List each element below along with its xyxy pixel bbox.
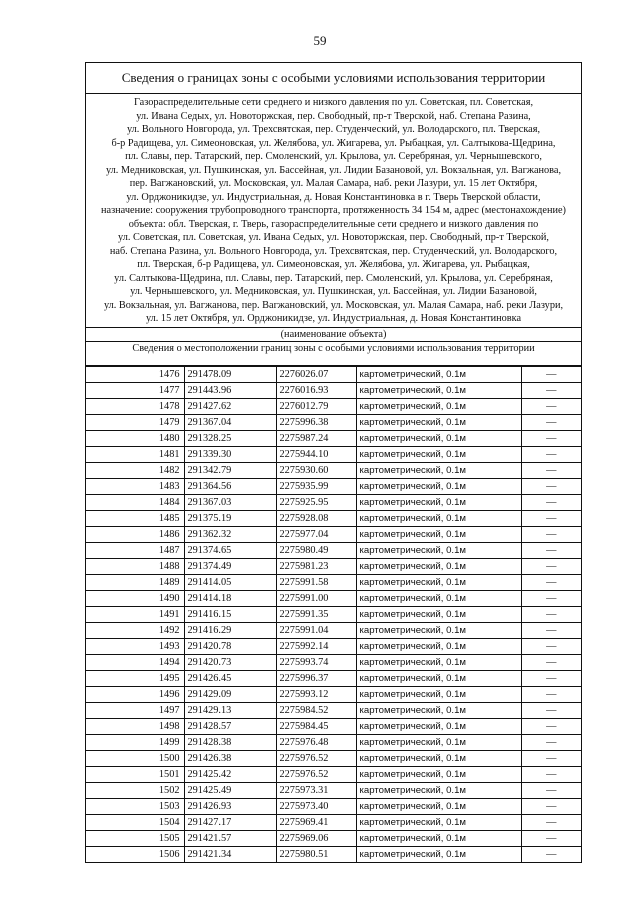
x-coordinate-cell: 291416.15: [184, 606, 276, 622]
x-coordinate-cell: 291342.79: [184, 462, 276, 478]
method-cell: картометрический, 0.1м: [356, 398, 521, 414]
method-cell: картометрический, 0.1м: [356, 494, 521, 510]
y-coordinate-cell: 2276026.07: [276, 366, 356, 382]
y-coordinate-cell: 2275928.08: [276, 510, 356, 526]
method-cell: картометрический, 0.1м: [356, 814, 521, 830]
error-cell: —: [521, 382, 581, 398]
description-line: ул. Вольного Новгорода, ул. Трехсвятская, пер. Студенческий, ул. Володарского, пл. Тверская,: [126, 124, 541, 135]
point-number-cell: 1488: [86, 558, 184, 574]
point-number-cell: 1495: [86, 670, 184, 686]
error-cell: —: [521, 750, 581, 766]
description-line: Газораспределительные сети среднего и низкого давления по ул. Советская, пл. Советская,: [133, 97, 534, 108]
point-number-cell: 1501: [86, 766, 184, 782]
description-line: ул. Медниковская, ул. Пушкинская, ул. Бассейная, ул. Лидии Базановой, ул. Вокзальная, ул. Вагжанова,: [105, 164, 562, 176]
y-coordinate-cell: 2275984.45: [276, 718, 356, 734]
x-coordinate-cell: 291425.49: [184, 782, 276, 798]
description-line: ул. Орджоникидзе, ул. Индустриальная, д. Новая Константиновка в г. Тверь Тверской области,: [126, 191, 541, 203]
table-row: [86, 734, 581, 750]
table-row: [86, 782, 581, 798]
method-cell: картометрический, 0.1м: [356, 686, 521, 702]
method-cell: картометрический, 0.1м: [356, 702, 521, 718]
x-coordinate-cell: 291375.19: [184, 510, 276, 526]
table-row: [86, 622, 581, 638]
object-description: [86, 94, 581, 327]
point-number-cell: 1483: [86, 478, 184, 494]
x-coordinate-cell: 291426.45: [184, 670, 276, 686]
y-coordinate-cell: 2275981.23: [276, 558, 356, 574]
x-coordinate-cell: 291414.18: [184, 590, 276, 606]
y-coordinate-cell: 2275996.37: [276, 670, 356, 686]
description-line: ул. Советская, пл. Советская, ул. Ивана Седых, ул. Новоторжская, пер. Свободный, пр-т Тверской,: [118, 232, 549, 243]
description-line: пл. Славы, пер. Татарский, пер. Смоленский, ул. Крылова, ул. Серебряная, ул. Чернышевского,: [125, 151, 542, 162]
y-coordinate-cell: 2275996.38: [276, 414, 356, 430]
method-cell: картометрический, 0.1м: [356, 638, 521, 654]
error-cell: —: [521, 430, 581, 446]
zone-boundaries-form: [85, 62, 582, 863]
table-row: [86, 750, 581, 766]
y-coordinate-cell: 2275993.12: [276, 686, 356, 702]
point-number-cell: 1502: [86, 782, 184, 798]
error-cell: —: [521, 670, 581, 686]
description-line: объекта: обл. Тверская, г. Тверь, газораспределительные сети среднего и низкого давления по: [128, 218, 539, 230]
table-row: [86, 478, 581, 494]
table-row: [86, 702, 581, 718]
x-coordinate-cell: 291427.17: [184, 814, 276, 830]
description-line: ул. Чернышевского, ул. Медниковская, ул. Пушкинская, ул. Бассейная, ул. Лидии Базановой,: [130, 286, 537, 297]
x-coordinate-cell: 291428.38: [184, 734, 276, 750]
table-row: [86, 814, 581, 830]
error-cell: —: [521, 798, 581, 814]
table-row: [86, 510, 581, 526]
x-coordinate-cell: 291427.62: [184, 398, 276, 414]
error-cell: —: [521, 590, 581, 606]
x-coordinate-cell: 291416.29: [184, 622, 276, 638]
point-number-cell: 1476: [86, 366, 184, 382]
point-number-cell: 1489: [86, 574, 184, 590]
error-cell: —: [521, 414, 581, 430]
x-coordinate-cell: 291374.65: [184, 542, 276, 558]
table-row: [86, 590, 581, 606]
method-cell: картометрический, 0.1м: [356, 734, 521, 750]
description-line: б-р Радищева, ул. Симеоновская, ул. Желябова, ул. Жигарева, ул. Рыбацкая, ул. Салтыкова-Щедрина,: [111, 137, 556, 149]
point-number-cell: 1505: [86, 830, 184, 846]
error-cell: —: [521, 686, 581, 702]
y-coordinate-cell: 2275944.10: [276, 446, 356, 462]
x-coordinate-cell: 291478.09: [184, 366, 276, 382]
point-number-cell: 1500: [86, 750, 184, 766]
y-coordinate-cell: 2275976.52: [276, 766, 356, 782]
method-cell: картометрический, 0.1м: [356, 446, 521, 462]
x-coordinate-cell: 291374.49: [184, 558, 276, 574]
method-cell: картометрический, 0.1м: [356, 654, 521, 670]
point-number-cell: 1498: [86, 718, 184, 734]
error-cell: —: [521, 574, 581, 590]
error-cell: —: [521, 526, 581, 542]
method-cell: картометрический, 0.1м: [356, 430, 521, 446]
y-coordinate-cell: 2275976.48: [276, 734, 356, 750]
y-coordinate-cell: 2275925.95: [276, 494, 356, 510]
x-coordinate-cell: 291414.05: [184, 574, 276, 590]
error-cell: —: [521, 654, 581, 670]
error-cell: —: [521, 766, 581, 782]
point-number-cell: 1480: [86, 430, 184, 446]
point-number-cell: 1494: [86, 654, 184, 670]
table-row: [86, 638, 581, 654]
error-cell: —: [521, 398, 581, 414]
method-cell: картометрический, 0.1м: [356, 670, 521, 686]
error-cell: —: [521, 638, 581, 654]
x-coordinate-cell: 291429.09: [184, 686, 276, 702]
x-coordinate-cell: 291421.57: [184, 830, 276, 846]
description-line: пл. Тверская, б-р Радищева, ул. Симеоновская, ул. Желябова, ул. Жигарева, ул. Рыбацкая,: [137, 259, 530, 270]
y-coordinate-cell: 2275991.58: [276, 574, 356, 590]
method-cell: картометрический, 0.1м: [356, 558, 521, 574]
point-number-cell: 1479: [86, 414, 184, 430]
point-number-cell: 1478: [86, 398, 184, 414]
x-coordinate-cell: 291421.34: [184, 846, 276, 862]
x-coordinate-cell: 291367.04: [184, 414, 276, 430]
y-coordinate-cell: 2275969.06: [276, 830, 356, 846]
error-cell: —: [521, 782, 581, 798]
table-row: [86, 830, 581, 846]
y-coordinate-cell: 2275991.00: [276, 590, 356, 606]
table-row: [86, 670, 581, 686]
point-number-cell: 1482: [86, 462, 184, 478]
method-cell: картометрический, 0.1м: [356, 382, 521, 398]
object-name-caption: (наименование объекта): [86, 327, 581, 342]
point-number-cell: 1506: [86, 846, 184, 862]
method-cell: картометрический, 0.1м: [356, 510, 521, 526]
method-cell: картометрический, 0.1м: [356, 622, 521, 638]
y-coordinate-cell: 2275991.35: [276, 606, 356, 622]
description-line: пер. Вагжановский, ул. Московская, ул. Малая Самара, наб. реки Лазури, ул. 15 лет Октября,: [129, 178, 538, 189]
x-coordinate-cell: 291443.96: [184, 382, 276, 398]
table-row: [86, 398, 581, 414]
error-cell: —: [521, 446, 581, 462]
x-coordinate-cell: 291428.57: [184, 718, 276, 734]
y-coordinate-cell: 2275969.41: [276, 814, 356, 830]
x-coordinate-cell: 291420.73: [184, 654, 276, 670]
page-number: 59: [313, 33, 327, 48]
error-cell: —: [521, 622, 581, 638]
table-row: [86, 798, 581, 814]
table-row: [86, 430, 581, 446]
error-cell: —: [521, 542, 581, 558]
error-cell: —: [521, 814, 581, 830]
table-row: [86, 846, 581, 862]
table-row: [86, 526, 581, 542]
y-coordinate-cell: 2275991.04: [276, 622, 356, 638]
description-line: наб. Степана Разина, ул. Вольного Новгорода, ул. Трехсвятская, пер. Студенческий, ул. Володарского,: [109, 245, 558, 257]
error-cell: —: [521, 558, 581, 574]
x-coordinate-cell: 291367.03: [184, 494, 276, 510]
point-number-cell: 1485: [86, 510, 184, 526]
table-row: [86, 414, 581, 430]
x-coordinate-cell: 291429.13: [184, 702, 276, 718]
y-coordinate-cell: 2275992.14: [276, 638, 356, 654]
y-coordinate-cell: 2275980.51: [276, 846, 356, 862]
method-cell: картометрический, 0.1м: [356, 830, 521, 846]
table-row: [86, 542, 581, 558]
table-row: [86, 686, 581, 702]
point-number-cell: 1499: [86, 734, 184, 750]
method-cell: картометрический, 0.1м: [356, 590, 521, 606]
point-number-cell: 1504: [86, 814, 184, 830]
table-row: [86, 382, 581, 398]
method-cell: картометрический, 0.1м: [356, 606, 521, 622]
error-cell: —: [521, 830, 581, 846]
coordinates-table: [86, 366, 581, 862]
point-number-cell: 1503: [86, 798, 184, 814]
method-cell: картометрический, 0.1м: [356, 846, 521, 862]
form-title: Сведения о границах зоны с особыми условиями использования территории: [86, 63, 581, 94]
error-cell: —: [521, 606, 581, 622]
y-coordinate-cell: 2275935.99: [276, 478, 356, 494]
table-row: [86, 446, 581, 462]
x-coordinate-cell: 291426.38: [184, 750, 276, 766]
description-line: назначение: сооружения трубопроводного транспорта, протяженность 34 154 м, адрес (местонахождение): [101, 205, 566, 216]
method-cell: картометрический, 0.1м: [356, 766, 521, 782]
error-cell: —: [521, 478, 581, 494]
method-cell: картометрический, 0.1м: [356, 478, 521, 494]
description-line: ул. 15 лет Октября, ул. Орджоникидзе, ул. Индустриальная, д. Новая Константиновка: [145, 313, 522, 324]
x-coordinate-cell: 291339.30: [184, 446, 276, 462]
point-number-cell: 1477: [86, 382, 184, 398]
point-number-cell: 1496: [86, 686, 184, 702]
point-number-cell: 1492: [86, 622, 184, 638]
method-cell: картометрический, 0.1м: [356, 750, 521, 766]
x-coordinate-cell: 291362.32: [184, 526, 276, 542]
method-cell: картометрический, 0.1м: [356, 798, 521, 814]
point-number-cell: 1493: [86, 638, 184, 654]
point-number-cell: 1484: [86, 494, 184, 510]
y-coordinate-cell: 2275980.49: [276, 542, 356, 558]
point-number-cell: 1497: [86, 702, 184, 718]
method-cell: картометрический, 0.1м: [356, 574, 521, 590]
error-cell: —: [521, 702, 581, 718]
y-coordinate-cell: 2275930.60: [276, 462, 356, 478]
y-coordinate-cell: 2275987.24: [276, 430, 356, 446]
y-coordinate-cell: 2275977.04: [276, 526, 356, 542]
point-number-cell: 1486: [86, 526, 184, 542]
y-coordinate-cell: 2275976.52: [276, 750, 356, 766]
error-cell: —: [521, 510, 581, 526]
error-cell: —: [521, 494, 581, 510]
error-cell: —: [521, 846, 581, 862]
table-row: [86, 366, 581, 382]
y-coordinate-cell: 2275984.52: [276, 702, 356, 718]
method-cell: картометрический, 0.1м: [356, 462, 521, 478]
point-number-cell: 1490: [86, 590, 184, 606]
method-cell: картометрический, 0.1м: [356, 414, 521, 430]
y-coordinate-cell: 2275973.31: [276, 782, 356, 798]
method-cell: картометрический, 0.1м: [356, 542, 521, 558]
y-coordinate-cell: 2276012.79: [276, 398, 356, 414]
method-cell: картометрический, 0.1м: [356, 526, 521, 542]
table-row: [86, 718, 581, 734]
error-cell: —: [521, 734, 581, 750]
error-cell: —: [521, 462, 581, 478]
table-row: [86, 574, 581, 590]
x-coordinate-cell: 291426.93: [184, 798, 276, 814]
location-section-title: Сведения о местоположении границ зоны с особыми условиями использования территории: [86, 342, 581, 366]
x-coordinate-cell: 291425.42: [184, 766, 276, 782]
table-row: [86, 606, 581, 622]
method-cell: картометрический, 0.1м: [356, 718, 521, 734]
point-number-cell: 1491: [86, 606, 184, 622]
error-cell: —: [521, 366, 581, 382]
table-row: [86, 494, 581, 510]
table-row: [86, 766, 581, 782]
point-number-cell: 1487: [86, 542, 184, 558]
x-coordinate-cell: 291420.78: [184, 638, 276, 654]
error-cell: —: [521, 718, 581, 734]
description-line: ул. Ивана Седых, ул. Новоторжская, пер. Свободный, пр-т Тверской, наб. Степана Разина,: [136, 110, 531, 122]
x-coordinate-cell: 291328.25: [184, 430, 276, 446]
method-cell: картометрический, 0.1м: [356, 782, 521, 798]
description-line: ул. Салтыкова-Щедрина, пл. Славы, пер. Татарский, пер. Смоленский, ул. Крылова, ул. Серебряная,: [114, 272, 553, 284]
table-row: [86, 654, 581, 670]
y-coordinate-cell: 2275973.40: [276, 798, 356, 814]
method-cell: картометрический, 0.1м: [356, 366, 521, 382]
y-coordinate-cell: 2276016.93: [276, 382, 356, 398]
table-row: [86, 462, 581, 478]
point-number-cell: 1481: [86, 446, 184, 462]
description-line: ул. Вокзальная, ул. Вагжанова, пер. Вагжановский, ул. Московская, ул. Малая Самара, наб. реки Лазури,: [103, 299, 564, 311]
table-row: [86, 558, 581, 574]
y-coordinate-cell: 2275993.74: [276, 654, 356, 670]
x-coordinate-cell: 291364.56: [184, 478, 276, 494]
